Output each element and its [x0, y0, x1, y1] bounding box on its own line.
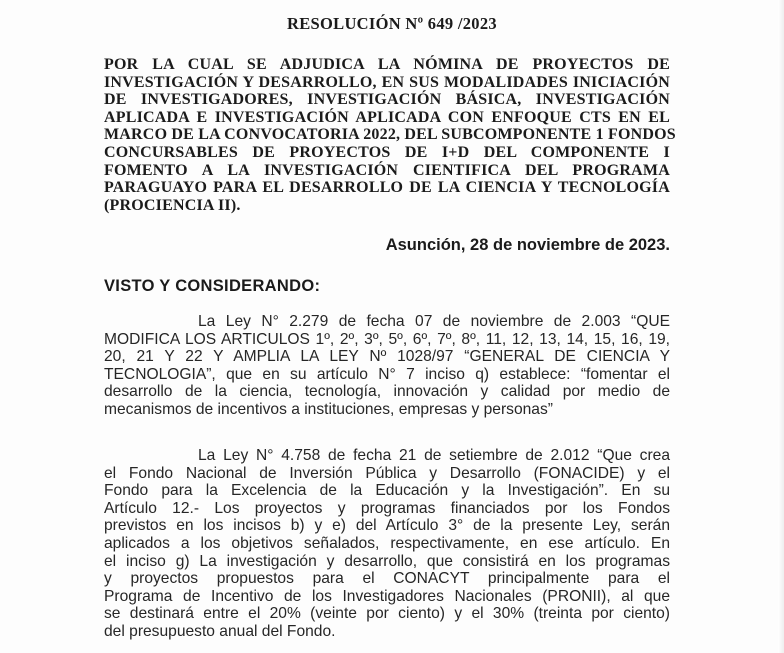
- heading-line: INVESTIGACIÓN Y DESARROLLO, EN SUS MODALIDADES INICIACIÓN: [104, 73, 670, 91]
- paragraph-line: el Fondo Nacional de Inversión Pública y Desarrollo (FONACIDE) y el: [104, 464, 670, 482]
- heading-line: CONCURSABLES DE PROYECTOS DE I+D DEL COMPONENTE I: [104, 143, 670, 161]
- paragraph-line: mecanismos de incentivos a instituciones, empresas y personas”: [104, 400, 553, 418]
- paragraph-line: Programa de Incentivo de los Investigadores Nacionales (PRONII), al que: [104, 587, 670, 605]
- paragraph-line: TECNOLOGIA”, que en su artículo N° 7 inciso q) establece: “fomentar el: [104, 365, 670, 383]
- paragraph-line: MODIFICA LOS ARTICULOS 1º, 2º, 3º, 5º, 6º, 7º, 8º, 11, 12, 13, 14, 15, 16, 19,: [104, 330, 670, 348]
- paragraph-line: se destinará entre el 20% (veinte por ciento) y el 30% (treinta por ciento): [104, 605, 670, 623]
- heading-line: FOMENTO A LA INVESTIGACIÓN CIENTIFICA DEL PROGRAMA: [104, 161, 670, 179]
- paragraph-line: La Ley N° 2.279 de fecha 07 de noviembre de 2.003 “QUE: [198, 313, 670, 330]
- paragraph-line: Fondo para la Excelencia de la Educación y la Investigación”. En su: [104, 482, 670, 500]
- paragraph-line: Artículo 12.- Los proyectos y programas financiados por los Fondos: [104, 499, 670, 517]
- scan-edge-shadow: [778, 0, 784, 653]
- resolution-heading: [104, 56, 676, 214]
- paragraph-line: y proyectos propuestos para el CONACYT principalmente para el: [104, 570, 670, 588]
- document-date: Asunción, 28 de noviembre de 2023.: [385, 236, 670, 254]
- heading-line: (PROCIENCIA II).: [104, 196, 241, 214]
- heading-line: DE INVESTIGADORES, INVESTIGACIÓN BÁSICA, INVESTIGACIÓN: [104, 91, 670, 109]
- paragraph-line: del presupuesto anual del Fondo.: [104, 622, 336, 640]
- paragraph-ley-2279: [104, 313, 670, 419]
- heading-line: POR LA CUAL SE ADJUDICA LA NÓMINA DE PROYECTOS DE: [104, 56, 670, 73]
- heading-line: PARAGUAYO PARA EL DESARROLLO DE LA CIENCIA Y TECNOLOGÍA: [104, 179, 670, 197]
- paragraph-line: 20, 21 Y 22 Y AMPLIA LA LEY Nº 1028/97 “GENERAL DE CIENCIA Y: [104, 348, 670, 366]
- paragraph-line: aplicados a los objetivos señalados, respectivamente, en ese artículo. En: [104, 534, 670, 552]
- resolution-title: RESOLUCIÓN Nº 649 /2023: [287, 14, 497, 33]
- paragraph-line: La Ley N° 4.758 de fecha 21 de setiembre de 2.012 “Que crea: [198, 447, 670, 464]
- paragraph-line: desarrollo de la ciencia, tecnología, innovación y calidad por medio de: [104, 383, 670, 401]
- paragraph-line: el inciso g) La investigación y desarrollo, que consistirá en los programas: [104, 552, 670, 570]
- heading-line: APLICADA E INVESTIGACIÓN APLICADA CON ENFOQUE CTS EN EL: [104, 108, 670, 126]
- section-title: VISTO Y CONSIDERANDO:: [104, 277, 321, 295]
- paragraph-line: previstos en los incisos b) y e) del Artículo 3° de la presente Ley, serán: [104, 517, 670, 535]
- paragraph-ley-4758: [104, 447, 670, 641]
- heading-line: MARCO DE LA CONVOCATORIA 2022, DEL SUBCOMPONENTE 1 FONDOS: [104, 126, 676, 144]
